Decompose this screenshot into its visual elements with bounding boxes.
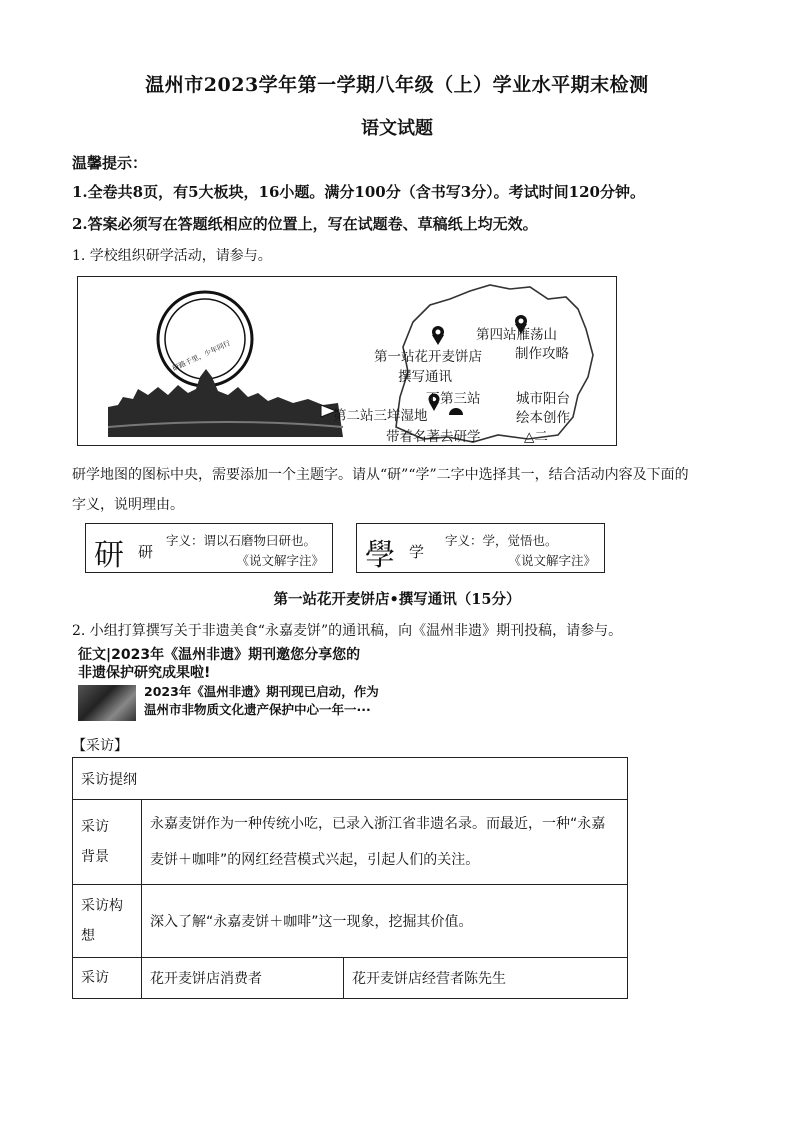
question-1-text: 1. 学校组织研学活动，请参与。 [72, 248, 272, 264]
page-title: 温州市2023学年第一学期八年级（上）学业水平期末检测 [145, 74, 649, 96]
map-label-station-3: 第三站 [440, 391, 481, 407]
map-mark-small: 下 [426, 391, 440, 407]
word-box-xue [356, 523, 605, 573]
map-mark-triangle: △二 [524, 429, 548, 445]
map-label-station-2: 第二站三垟湿地 [333, 408, 428, 424]
table-cell-object-consumer: 花开麦饼店消费者 [142, 958, 344, 999]
table-header-cell: 采访提纲 [73, 758, 628, 800]
notice-item-1: 1.全卷共8页，有5大板块，16小题。满分100分（含书写3分）。考试时间120分钟。 [72, 183, 645, 201]
word-box-yan [85, 523, 333, 573]
table-cell-background: 永嘉麦饼作为一种传统小吃，已录入浙江省非遗名录。而最近，一种“永嘉 麦饼＋咖啡”的网红经营模式兴起，引起人们的关注。 [142, 800, 628, 885]
map-label-station-2-task: 带着名著去研学 [386, 429, 481, 445]
map-label-station-4: 第四站雁荡山 [476, 327, 557, 343]
notice-item-2: 2.答案必须写在答题纸相应的位置上，写在试题卷、草稿纸上均无效。 [72, 215, 538, 233]
question-1-instruction-line-2: 字义，说明理由。 [72, 497, 184, 513]
seal-glyph-xue: 學 [365, 538, 395, 573]
word-source-yan: 《说文解字注》 [236, 553, 324, 568]
map-label-station-1: 第一站花开麦饼店 [374, 349, 482, 365]
seal-text: 研路千里，少年同行 [171, 339, 232, 373]
table-cell-object-owner: 花开麦饼店经营者陈先生 [344, 958, 628, 999]
table-cell-concept: 深入了解“永嘉麦饼＋咖啡”这一现象，挖掘其价值。 [142, 885, 628, 958]
map-label-station-1-task: 撰写通讯 [398, 369, 452, 385]
map-label-station-3-task: 绘本创作 [516, 410, 570, 426]
news-body-line-2: 温州市非物质文化遗产保护中心一年一··· [144, 702, 371, 717]
pin-station-2-icon [449, 408, 463, 415]
news-body [144, 683, 424, 719]
table-row [73, 885, 628, 958]
interview-label: 【采访】 [72, 738, 128, 754]
news-title [78, 646, 418, 682]
table-label-object: 采访 [73, 958, 142, 999]
table-label-background: 采访 背景 [73, 800, 142, 885]
map-label-station-4-task: 制作攻略 [515, 346, 569, 362]
news-title-line-1: 征文|2023年《温州非遗》期刊邀您分享您的 [78, 647, 361, 663]
news-thumbnail [78, 685, 136, 721]
seal-glyph-yan: 研 [94, 538, 124, 573]
news-title-line-2: 非遗保护研究成果啦! [78, 665, 211, 681]
interview-outline-table [72, 757, 628, 999]
table-row [73, 758, 628, 800]
notice-label: 温馨提示： [72, 154, 148, 172]
study-map-figure [77, 276, 617, 446]
question-1-instruction-line-1: 研学地图的图标中央，需要添加一个主题字。请从“研”“学”二字中选择其一，结合活动内容及下面的 [72, 467, 689, 483]
word-char-xue: 学 [409, 543, 425, 561]
news-body-line-1: 2023年《温州非遗》期刊现已启动，作为 [144, 684, 379, 699]
question-2-text: 2. 小组打算撰写关于非遗美食“永嘉麦饼”的通讯稿，向《温州非遗》期刊投稿，请参与。 [72, 623, 623, 639]
city-skyline [108, 369, 343, 437]
map-label-station-3-place: 城市阳台 [516, 391, 570, 407]
table-label-concept: 采访构 想 [73, 885, 142, 958]
word-char-yan: 研 [138, 543, 154, 561]
word-source-xue: 《说文解字注》 [508, 553, 596, 568]
table-row [73, 800, 628, 885]
pin-station-1-icon [432, 326, 444, 345]
word-definition-xue: 字义：学，觉悟也。 [445, 533, 558, 548]
table-row [73, 958, 628, 999]
section-heading-station-1: 第一站花开麦饼店•撰写通讯（15分） [273, 591, 521, 608]
page-subtitle: 语文试题 [361, 118, 433, 139]
word-definition-yan: 字义：谓以石磨物曰研也。 [166, 533, 317, 548]
